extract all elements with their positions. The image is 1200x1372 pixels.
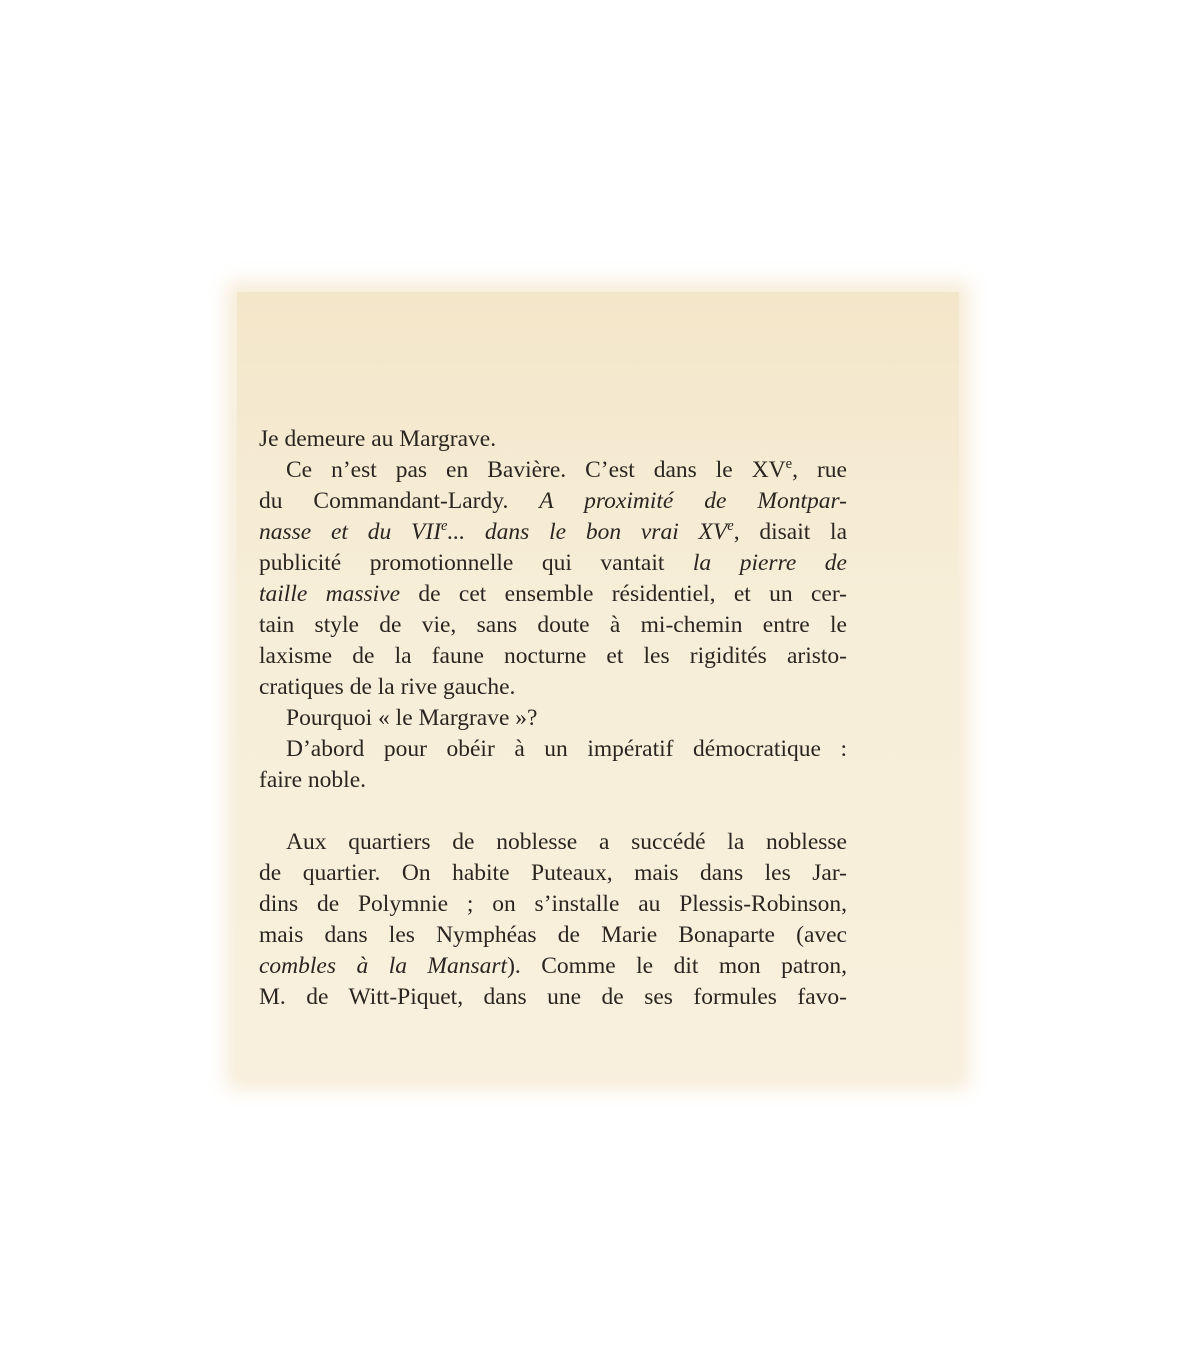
text-line (259, 734, 847, 765)
text-run: du Commandant-Lardy. (259, 488, 540, 514)
text-run: Aux quartiers de noblesse a succédé la noblesse (286, 829, 847, 855)
text-run: Ce n’est pas en Bavière. C’est dans le XV (286, 457, 786, 483)
text-run: cratiques de la rive gauche. (259, 674, 516, 700)
text-line (259, 951, 847, 982)
text-run: nasse et du VII (259, 519, 442, 545)
text-run: dins de Polymnie ; on s’installe au Plessis-Robinson, (259, 891, 847, 917)
text-run: mais dans les Nymphéas de Marie Bonaparte (avec (259, 922, 847, 948)
italic-run (259, 519, 734, 545)
superscript: e (727, 518, 734, 535)
superscript: e (785, 456, 793, 473)
text-run: Je demeure au Margrave. (259, 426, 497, 452)
text-run: disait la (739, 519, 848, 545)
superscript: e (441, 518, 448, 535)
text-run: ... dans le bon vrai XV (447, 519, 728, 545)
paragraph-3 (259, 703, 847, 734)
text-line (259, 920, 847, 951)
italic-run: A proximité de Montpar- (539, 488, 847, 514)
text-line (259, 517, 847, 548)
italic-run: combles à la Mansart (259, 953, 508, 979)
italic-run: taille massive (259, 581, 401, 607)
text-line (259, 889, 847, 920)
text-line (259, 765, 847, 796)
text-line (259, 548, 847, 579)
text-run: Pourquoi « le Margrave »? (286, 705, 538, 731)
text-line (259, 827, 847, 858)
text-run: de cet ensemble résidentiel, et un cer- (400, 581, 847, 607)
text-run: faire noble. (259, 767, 367, 793)
text-line (259, 672, 847, 703)
text-run: de quartier. On habite Puteaux, mais dans les Jar- (259, 860, 847, 886)
text-run: tain style de vie, sans doute à mi-chemin entre le (259, 612, 847, 638)
text-line (259, 703, 847, 734)
text-run: M. de Witt-Piquet, dans une de ses formules favo- (259, 984, 847, 1010)
text-line (259, 486, 847, 517)
text-line (259, 424, 847, 455)
text-line (259, 455, 847, 486)
paragraph-4 (259, 734, 847, 796)
text-line (259, 858, 847, 889)
text-run: , (733, 519, 740, 545)
text-run: publicité promotionnelle qui vantait (259, 550, 693, 576)
text-run: laxisme de la faune nocturne et les rigidités aristo- (259, 643, 847, 669)
paragraph-2 (259, 455, 847, 703)
page-text (259, 424, 847, 1013)
text-line (259, 641, 847, 672)
paragraph-5 (259, 827, 847, 1013)
italic-run: la pierre de (692, 550, 847, 576)
text-run: D’abord pour obéir à un impératif démocratique : (286, 736, 847, 762)
text-run: ). Comme le dit mon patron, (507, 953, 847, 979)
text-line (259, 982, 847, 1013)
text-run: , rue (792, 457, 847, 483)
paragraph-1 (259, 424, 847, 455)
paragraph-gap (259, 796, 847, 827)
text-line (259, 610, 847, 641)
text-line (259, 579, 847, 610)
